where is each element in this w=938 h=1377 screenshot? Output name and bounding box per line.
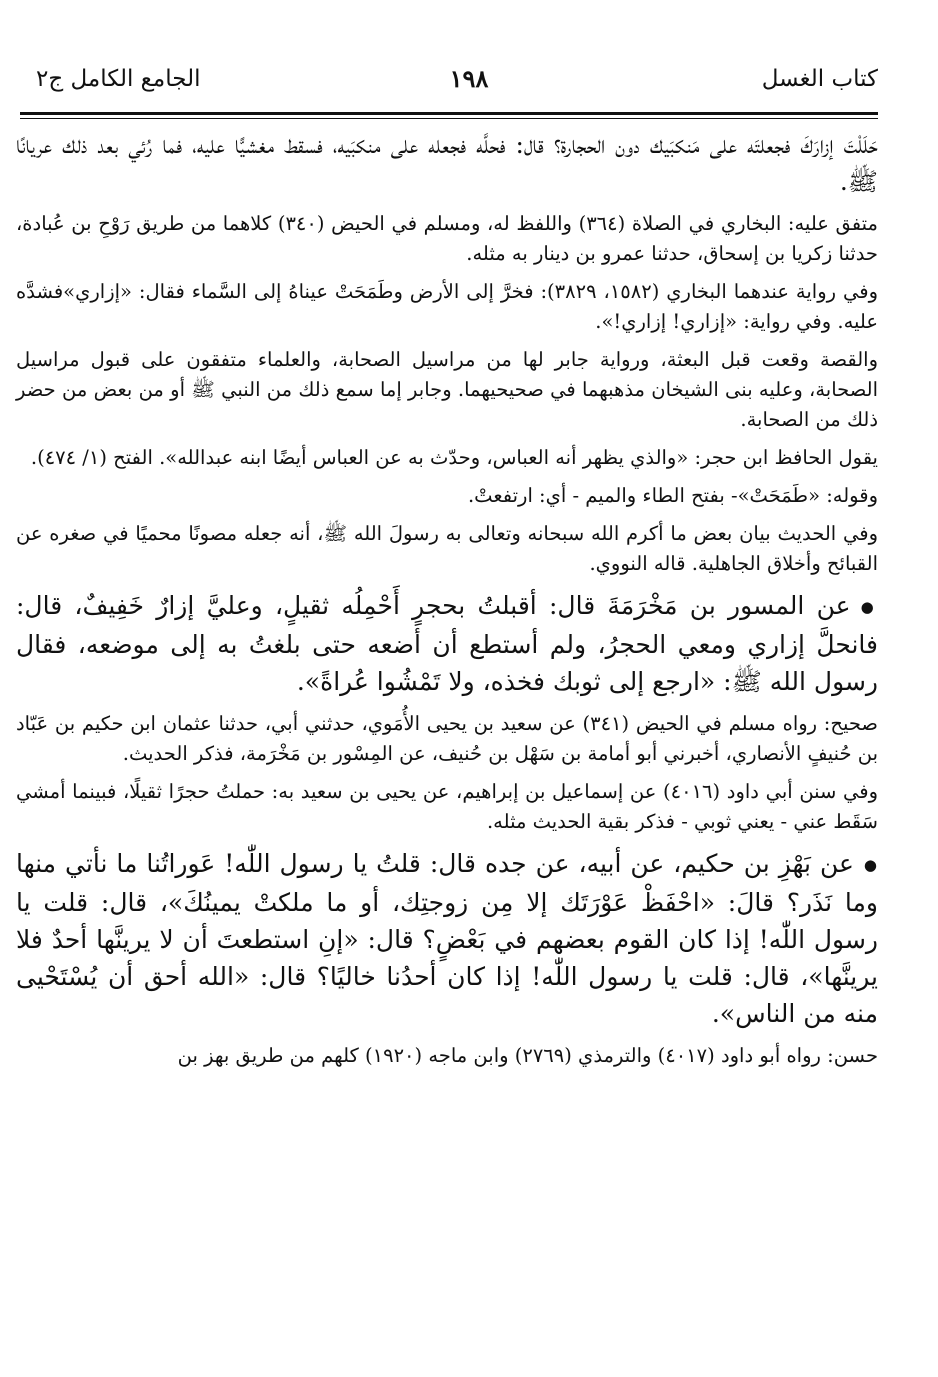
work-title: الجامع الكامل ج٢ (36, 66, 201, 92)
ibn-hajar-note: يقول الحافظ ابن حجر: «والذي يظهر أنه العباس، وحدّث به عن العباس أيضًا ابنه عبدالله». الفتح (١/ ٤٧٤). (30, 446, 878, 469)
book-title: كتاب الغسل (761, 66, 878, 92)
hadith-continuation: حَلَلْتَ إزارَكَ فجعلتَه على مَنكبَيك دون الحجارة؟ قال: فحلَّه فجعله على منكبَيه، فسقط مغشيًّا عليه، فما رُئي بعد ذلك عريانًا ﷺ. (16, 130, 878, 196)
page-header (36, 64, 878, 106)
page-number: ١٩٨ (449, 64, 489, 93)
hadith-bahz: ● عن بَهْزِ بن حكيم، عن أبيه، عن جده قال: قلتُ يا رسول اللّٰه! عَوراتُنا ما نأتي منها وما نَذَر؟ قالَ: «احْفَظْ عَوْرَتَك إلا مِن زوجتِك، أو ما ملكتْ يمينُكَ»، قال: قلت يا رسول اللّٰه! إذا كان القوم بعضهم في بَعْضٍ؟ قال: «إنِ استطعتَ أن لا يرينَّها أحدٌ فلا يرينَّها»، قال: قلت يا رسول اللّٰه! إذا كان أحدُنا خاليًا؟ قال: «الله أحق أن يُسْتَحْيى منه من الناس». (16, 845, 878, 1032)
word-explanation-note: وقوله: «طَمَحَتْ»- بفتح الطاء والميم - أي: ارتفعتْ. (467, 484, 878, 507)
abu-dawud-note: وفي سنن أبي داود (٤٠١٦) عن إسماعيل بن إبراهيم، عن يحيى بن سعيد به: حملتُ حجرًا ثقيلًا، فبينما أمشي سَقَط عني - يعني ثوبي - فذكر بقية الحديث مثله. (16, 780, 878, 833)
header-rule-thick (20, 112, 878, 115)
takhrij-note: متفق عليه: البخاري في الصلاة (٣٦٤) واللفظ له، ومسلم في الحيض (٣٤٠) كلاهما من طريق رَوْحِ بن عُبادة، حدثنا زكريا بن إسحاق، حدثنا عمرو بن دينار به مثله. (16, 212, 878, 265)
hasan-grading-note: حسن: رواه أبو داود (٤٠١٧) والترمذي (٢٧٦٩) وابن ماجه (١٩٢٠) كلهم من طريق بهز بن (177, 1044, 878, 1067)
takhrij-muslim-note: صحيح: رواه مسلم في الحيض (٣٤١) عن سعيد بن يحيى الأُمَوي، حدثني أبي، حدثنا عثمان ابن حكيم بن عَبّاد بن حُنيفٍ الأنصاري، أخبرني أبو أمامة بن سَهْل بن حُنيف، عن المِسْور بن مَخْرَمة، فذكر الحديث. (16, 712, 878, 765)
book-page (16, 0, 878, 1377)
header-rule-thin (20, 118, 878, 119)
page-body (16, 126, 878, 1079)
commentary-note: والقصة وقعت قبل البعثة، ورواية جابر لها من مراسيل الصحابة، والعلماء متفقون على قبول مراسيل الصحابة، وعليه بنى الشيخان مذهبهما في صحيحيهما. وجابر إما سمع ذلك من النبي ﷺ أو من بعض من حضر ذلك من الصحابة. (16, 348, 878, 431)
riwaya-note: وفي رواية عندهما البخاري (١٥٨٢، ٣٨٢٩): فخرَّ إلى الأرض وطَمَحَتْ عيناهُ إلى السَّماء فقال: «إزاري»فشدَّه عليه. وفي رواية: «إزاري! إزاري!». (16, 280, 878, 333)
nawawi-note: وفي الحديث بيان بعض ما أكرم الله سبحانه وتعالى به رسولَ الله ﷺ، أنه جعله مصونًا محميًا في صغره عن القبائح وأخلاق الجاهلية. قاله النووي. (16, 522, 878, 575)
hadith-miswar: ● عن المسور بن مَخْرَمَةَ قال: أقبلتُ بحجرٍ أَحْمِلُه ثقيلٍ، وعليَّ إزارٌ خَفِيفٌ، قال: فانحلَّ إزاري ومعي الحجرُ، ولم أستطع أن أضعه حتى بلغتُ به إلى موضعه، فقال رسول الله ﷺ: «ارجع إلى ثوبك فخذه، ولا تَمْشُوا عُراةً». (16, 587, 878, 700)
